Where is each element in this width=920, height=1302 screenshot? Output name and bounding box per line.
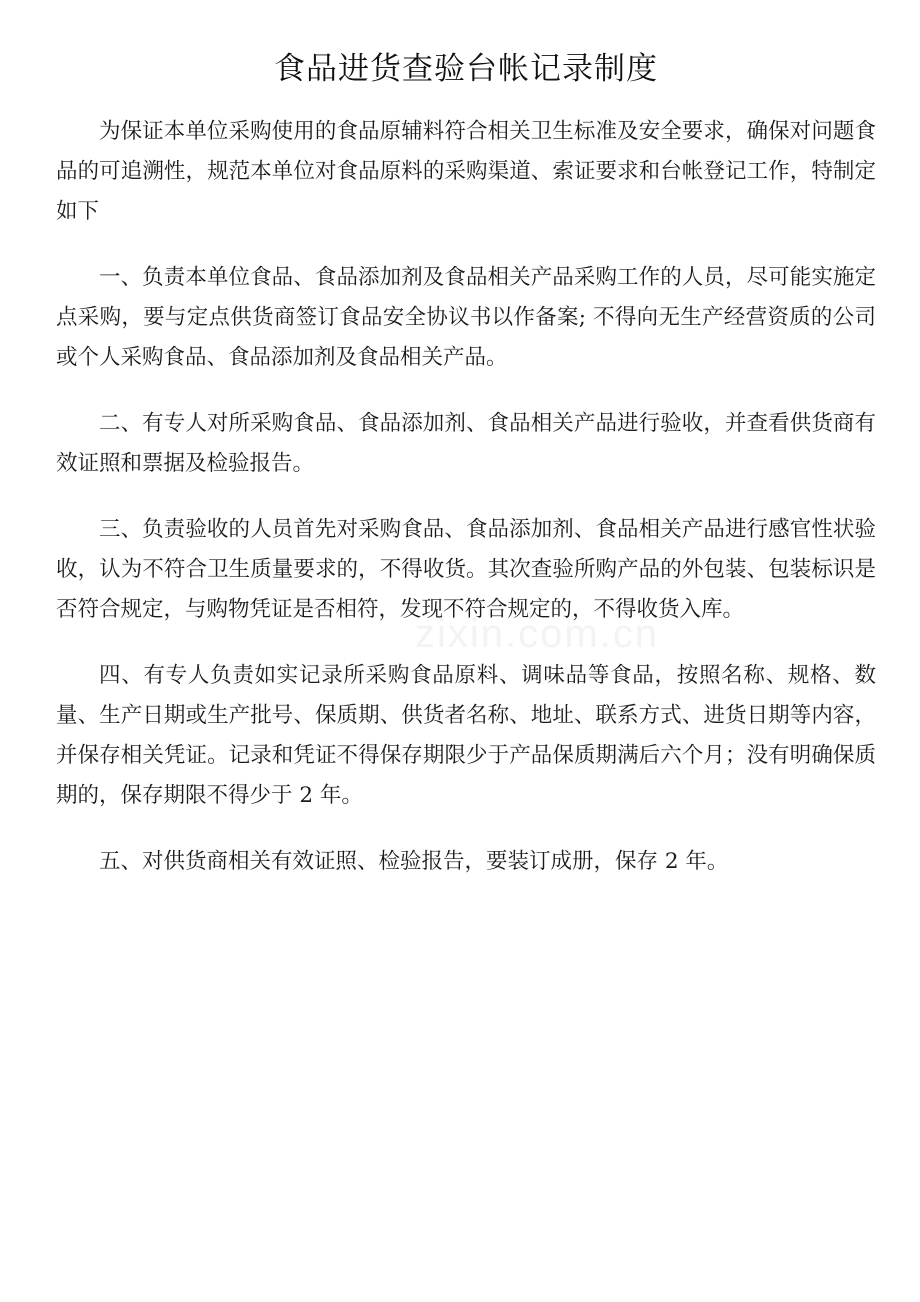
document-title: 食品进货查验台帐记录制度 — [274, 51, 658, 87]
clause-5-paragraph: 五、对供货商相关有效证照、检验报告，要装订成册，保存 2 年。 — [99, 849, 729, 874]
intro-paragraph: 为保证本单位采购使用的食品原辅料符合相关卫生标准及安全要求，确保对问题食品的可追溯性，规范本单位对食品原料的采购渠道、索证要求和台帐登记工作，特制定如下 — [56, 119, 876, 224]
clause-3-paragraph: 三、负责验收的人员首先对采购食品、食品添加剂、食品相关产品进行感官性状验收，认为不符合卫生质量要求的，不得收货。其次查验所购产品的外包装、包装标识是否符合规定，与购物凭证是否相符，发现不符合规定的，不得收货入库。 — [56, 517, 876, 622]
clause-1-paragraph: 一、负责本单位食品、食品添加剂及食品相关产品采购工作的人员，尽可能实施定点采购，要与定点供货商签订食品安全协议书以作备案; 不得向无生产经营资质的公司或个人采购食品、食品添加剂及食品相关产品。 — [56, 265, 876, 370]
clause-4-paragraph: 四、有专人负责如实记录所采购食品原料、调味品等食品，按照名称、规格、数量、生产日期或生产批号、保质期、供货者名称、地址、联系方式、进货日期等内容，并保存相关凭证。记录和凭证不得保存期限少于产品保质期满后六个月；没有明确保质期的，保存期限不得少于 2 年。 — [56, 663, 876, 808]
watermark-text: zixin.com.cn — [415, 612, 660, 656]
clause-2-paragraph: 二、有专人对所采购食品、食品添加剂、食品相关产品进行验收，并查看供货商有效证照和票据及检验报告。 — [56, 411, 876, 476]
document-body — [56, 112, 876, 882]
